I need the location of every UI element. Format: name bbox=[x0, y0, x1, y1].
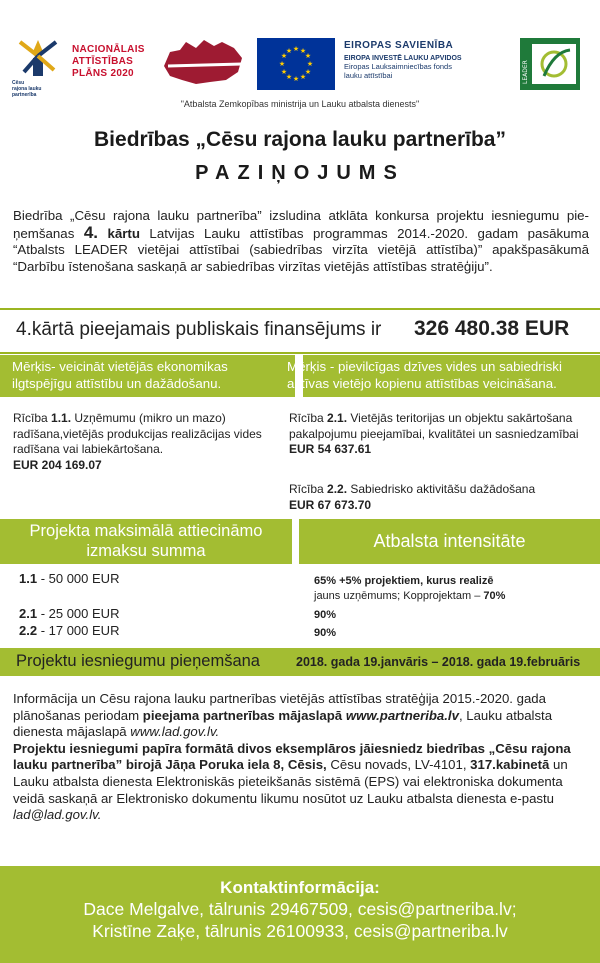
action-1-1: Rīcība 1.1. Uzņēmumu (mikro un mazo) radīšana,vietējās produkcijas realizācijas vides radīšana vai labiekārtošana. EUR 204 169.07 bbox=[13, 411, 262, 472]
eu-fund-line2: lauku attīstībai bbox=[344, 71, 393, 80]
eu-title: EIROPAS SAVIENĪBA bbox=[344, 40, 454, 51]
funding-bar bbox=[0, 308, 600, 354]
svg-text:★: ★ bbox=[278, 60, 286, 68]
max-row: 2.2 - 17 000 EUR bbox=[19, 623, 120, 638]
contact-line-2: Kristīne Zaķe, tālrunis 26100933, cesis@partneriba.lv bbox=[92, 921, 508, 941]
nap-title: NACIONĀLAIS ATTĪSTĪBAS PLĀNS 2020 bbox=[72, 44, 145, 79]
funding-label: 4.kārtā pieejamais publiskais finansējums ir bbox=[16, 319, 382, 340]
intensity-row-2: 90% bbox=[314, 609, 337, 621]
svg-text:★: ★ bbox=[304, 52, 312, 60]
action-2-1: Rīcība 2.1. Vietējās teritorijas un objektu sakārtošana pakalpojumu pieejamībai, kvalitātei un sasniedzamībai EUR 54 637.61 bbox=[289, 411, 579, 456]
svg-text:★: ★ bbox=[299, 73, 307, 81]
acceptance-bar bbox=[0, 648, 600, 676]
svg-text:★: ★ bbox=[280, 52, 288, 60]
acceptance-dates: 2018. gada 19.janvāris – 2018. gada 19.februāris bbox=[296, 655, 581, 669]
funding-amount: 326 480.38 EUR bbox=[414, 317, 570, 340]
svg-text:★: ★ bbox=[292, 45, 300, 53]
svg-text:★: ★ bbox=[280, 68, 288, 76]
lad-link[interactable]: www.lad.gov.lv. bbox=[130, 724, 220, 740]
eu-fund-line1: Eiropas Lauksaimniecības fonds bbox=[344, 62, 452, 71]
svg-text:★: ★ bbox=[292, 75, 300, 83]
svg-text:★: ★ bbox=[304, 68, 312, 76]
svg-text:★: ★ bbox=[285, 47, 293, 55]
round-number: 4. bbox=[83, 222, 98, 242]
max-row: 2.1 - 25 000 EUR bbox=[19, 606, 120, 621]
max-row: 1.1 - 50 000 EUR bbox=[19, 571, 120, 586]
contacts-heading: Kontaktinformācija: bbox=[220, 878, 380, 897]
support-note: "Atbalsta Zemkopības ministrija un Lauku atbalsta dienests" bbox=[180, 99, 420, 109]
logo-bar bbox=[0, 30, 600, 102]
lad-email-link[interactable]: lad@lad.gov.lv. bbox=[13, 807, 102, 823]
intensity-row-1: 65% +5% projektiem, kurus realizē jauns uzņēmums; Kopprojektam – 70% bbox=[314, 575, 506, 602]
page-subtitle: PAZIŅOJUMS bbox=[195, 162, 405, 184]
nap-logo-caption: Cēsu rajona lauku partnerība bbox=[12, 80, 42, 98]
max-amount-heading: Projekta maksimālā attiecināmo izmaksu summa bbox=[0, 519, 292, 564]
intensity-row-3: 90% bbox=[314, 627, 337, 639]
eu-subtitle: EIROPA INVESTĒ LAUKU APVIDOS bbox=[344, 55, 462, 62]
action-2-2: Rīcība 2.2. Sabiedrisko aktivitāšu dažādošana EUR 67 673.70 bbox=[289, 482, 536, 512]
intensity-heading: Atbalsta intensitāte bbox=[299, 519, 600, 564]
page-title: Biedrības „Cēsu rajona lauku partnerība” bbox=[94, 128, 506, 151]
eu-text-block bbox=[344, 40, 514, 80]
svg-text:LEADER: LEADER bbox=[522, 60, 529, 84]
goal-left: Mērķis- veicināt vietējās ekonomikas ilgtspējīgu attīstību un dažādošanu. bbox=[0, 355, 295, 397]
svg-text:★: ★ bbox=[306, 60, 314, 68]
contacts-box bbox=[0, 866, 600, 963]
eu-flag-icon bbox=[257, 38, 335, 90]
intro-paragraph: Biedrība „Cēsu rajona lauku partnerība” izsludina atklāta konkursa projektu iesniegumu pie-ņemšanas 4. kārtu Latvijas Lauku attīstības programmas 2014.-2020. gadam pasākuma “Atbalsts LEADER vietējai attīstībai (sabiedrības virzīta vietējā attīstība)” apakšpasākumā “Darbību īstenošana saskaņā ar sabiedrības virzītas vietējās attīstības stratēģiju”. bbox=[13, 208, 589, 274]
partneriba-link[interactable]: www.partneriba.lv bbox=[345, 707, 459, 723]
goal-right: Mērķis - pievilcīgas dzīves vides un sabiedriski aktīvas vietējo kopienu attīstības veicināšana. bbox=[303, 355, 600, 397]
acceptance-label: Projektu iesniegumu pieņemšana bbox=[16, 652, 260, 670]
svg-text:★: ★ bbox=[299, 47, 307, 55]
contact-line-1: Dace Melgalve, tālrunis 29467509, cesis@partneriba.lv; bbox=[83, 899, 517, 919]
leader-logo-icon bbox=[520, 38, 580, 90]
info-paragraph: Informācija un Cēsu rajona lauku partnerības vietējās attīstības stratēģija 2015.-2020. gada plānošanas periodam pieejama partnerības mājaslapā www.partneriba.lv, Lauku atbalsta dienesta mājaslapā www.lad.gov.lv. Projektu iesniegumi papīra formātā divos eksemplāros jāiesniedz biedrības „Cēsu rajona lauku partnerība” birojā Jāņa Poruka iela 8, Cēsis, Cēsu novads, LV-4101, 317.kabinetā un Lauku atbalsta dienesta Elektroniskās pieteikšanās sistēmā (EPS) vai elektroniska dokumenta veidā saskaņā ar Elektronisko dokumentu likumu nosūtot uz Lauku atbalsta dienesta e-pastu lad@lad.gov.lv. bbox=[13, 691, 571, 823]
latvia-map-icon bbox=[160, 36, 246, 88]
svg-text:★: ★ bbox=[285, 73, 293, 81]
